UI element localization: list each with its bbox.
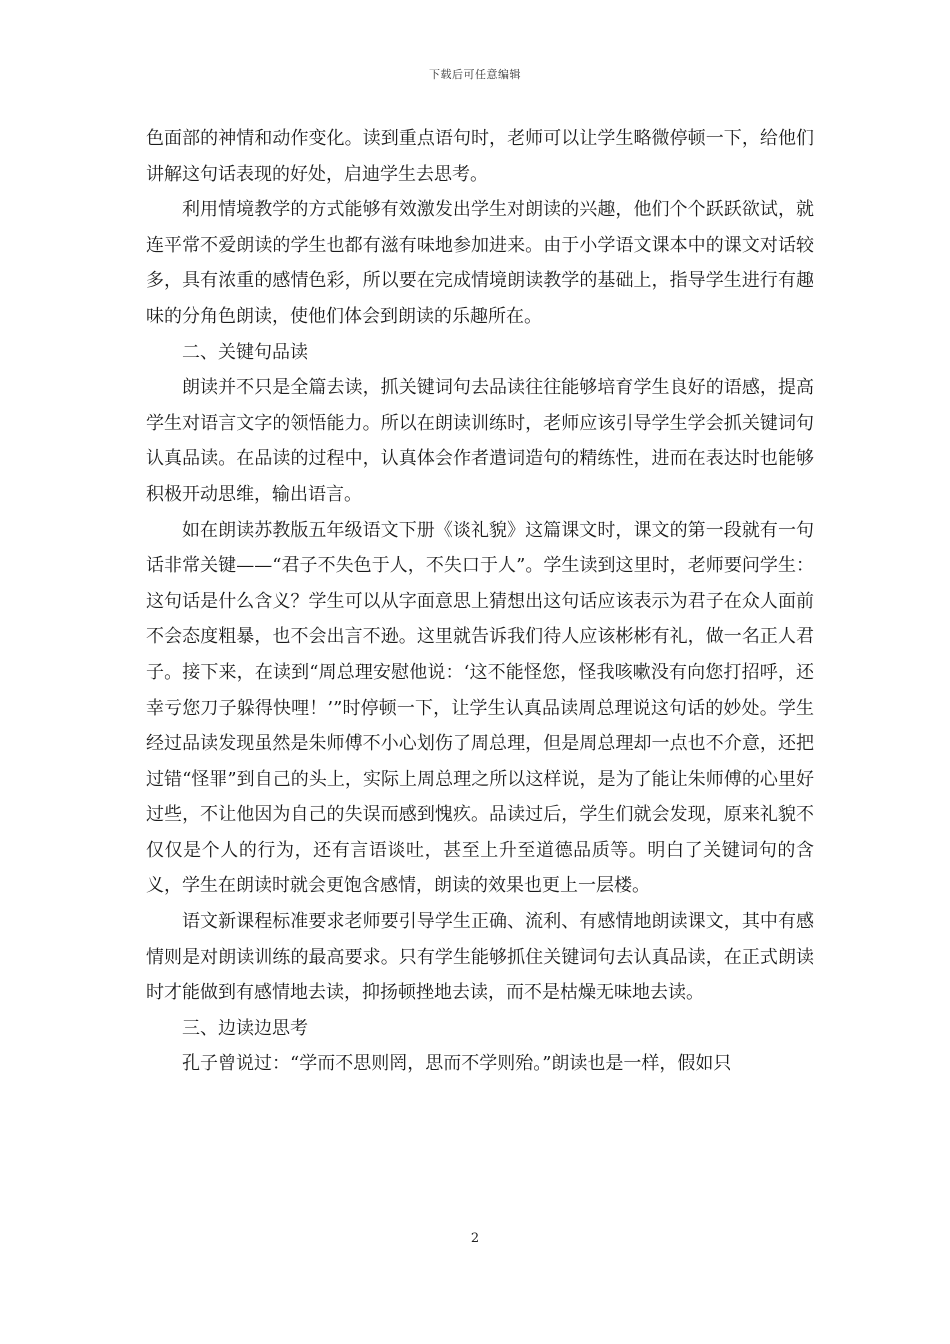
paragraph-2: 利用情境教学的方式能够有效激发出学生对朗读的兴趣，他们个个跃跃欲试，就连平常不爱朗读的学生也都有滋有味地参加进来。由于小学语文课本中的课文对话较多，具有浓重的感情色彩，所以要在完成情境朗读教学的基础上，指导学生进行有趣味的分角色朗读，使他们体会到朗读的乐趣所在。: [146, 199, 814, 327]
paragraph-6: 孔子曾说过：“学而不思则罔，思而不学则殆。”朗读也是一样，假如只: [182, 1053, 732, 1075]
body-text: [146, 121, 814, 1082]
paragraph-1: 色面部的神情和动作变化。读到重点语句时，老师可以让学生略微停顿一下，给他们讲解这句话表现的好处，启迪学生去思考。: [146, 128, 814, 185]
paragraph-5: 语文新课程标准要求老师要引导学生正确、流利、有感情地朗读课文，其中有感情则是对朗读训练的最高要求。只有学生能够抓住关键词句去认真品读，在正式朗读时才能做到有感情地去读，抑扬顿挫地去读，而不是枯燥无味地去读。: [146, 911, 814, 1004]
paragraph-4: 如在朗读苏教版五年级语文下册《谈礼貌》这篇课文时，课文的第一段就有一句话非常关键——“君子不失色于人，不失口于人”。学生读到这里时，老师要问学生：这句话是什么含义？学生可以从字面意思上猜想出这句话应该表示为君子在众人面前不会态度粗暴，也不会出言不逊。这里就告诉我们待人应该彬彬有礼，做一名正人君子。接下来，在读到“周总理安慰他说：‘这不能怪您，怪我咳嗽没有向您打招呼，还幸亏您刀子躲得快哩！’”时停顿一下，让学生认真品读周总理说这句话的妙处。学生经过品读发现虽然是朱师傅不小心划伤了周总理，但是周总理却一点也不介意，还把过错“怪罪”到自己的头上，实际上周总理之所以这样说，是为了能让朱师傅的心里好过些，不让他因为自己的失误而感到愧疚。品读过后，学生们就会发现，原来礼貌不仅仅是个人的行为，还有言语谈吐，甚至上升至道德品质等。明白了关键词句的含义，学生在朗读时就会更饱含感情，朗读的效果也更上一层楼。: [146, 519, 814, 897]
section-heading-2: 二、关键句品读: [182, 341, 308, 363]
page-header: 下载后可任意编辑: [429, 68, 521, 81]
section-heading-3: 三、边读边思考: [182, 1017, 308, 1039]
page-number: 2: [470, 1231, 480, 1246]
paragraph-3: 朗读并不只是全篇去读，抓关键词句去品读往往能够培育学生良好的语感，提高学生对语言文字的领悟能力。所以在朗读训练时，老师应该引导学生学会抓关键词句认真品读。在品读的过程中，认真体会作者遣词造句的精练性，进而在表达时也能够积极开动思维，输出语言。: [146, 377, 814, 505]
